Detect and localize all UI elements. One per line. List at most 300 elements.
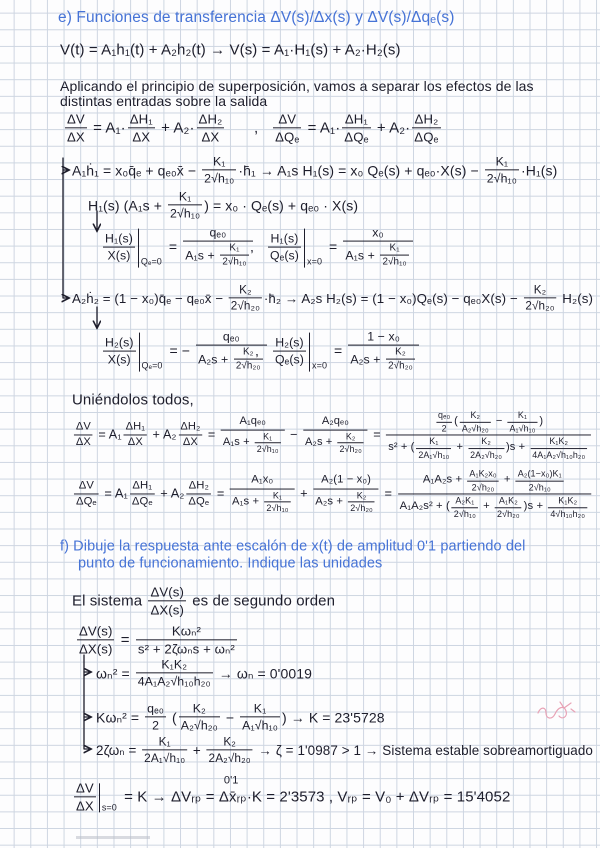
tank1-transfer-x bbox=[101, 226, 255, 269]
math-text: 2√h₁₀ bbox=[382, 257, 407, 269]
fraction bbox=[207, 735, 253, 765]
math-text: A₁s + bbox=[345, 248, 379, 263]
math-text: H₂(s) bbox=[275, 335, 304, 350]
fraction-numerator bbox=[548, 495, 587, 507]
math-text: 2√h₁₀ bbox=[170, 206, 201, 221]
bracket-arrow-natural-frequency bbox=[84, 655, 90, 672]
fraction bbox=[398, 469, 591, 519]
fraction-denominator bbox=[467, 481, 498, 492]
math-text: K₂ bbox=[192, 701, 206, 716]
fraction-numerator bbox=[386, 410, 591, 435]
math-text: + bbox=[453, 441, 467, 454]
math-text: ΔH₁ bbox=[344, 111, 368, 127]
fraction-numerator bbox=[229, 283, 262, 298]
math-text: 2√h₂₀ bbox=[525, 299, 555, 313]
math-text: Kωₙ² bbox=[171, 623, 201, 639]
fraction bbox=[303, 415, 368, 454]
math-text: = bbox=[116, 631, 134, 649]
math-text: K₁ bbox=[429, 436, 439, 447]
math-text: 2√h₂₀ bbox=[388, 361, 413, 373]
fraction-denominator bbox=[268, 248, 301, 263]
fraction-denominator bbox=[303, 430, 368, 454]
math-text: ΔH₁ bbox=[132, 479, 153, 492]
fraction-denominator bbox=[230, 489, 294, 514]
second-order-form bbox=[75, 623, 239, 656]
fraction-numerator bbox=[416, 436, 451, 448]
fraction-numerator bbox=[220, 243, 248, 256]
fraction-numerator bbox=[145, 701, 166, 717]
fraction-denominator bbox=[436, 422, 452, 433]
fraction bbox=[183, 226, 252, 269]
math-text: K₂ bbox=[223, 734, 236, 749]
math-text: ΔX bbox=[75, 436, 91, 449]
fraction-numerator bbox=[178, 421, 202, 436]
math-text: ΔH₁ bbox=[125, 420, 146, 433]
math-text: ΔX bbox=[182, 436, 198, 449]
fraction bbox=[197, 111, 225, 144]
math-text: 2√h₂₀ bbox=[230, 299, 261, 313]
math-text: A₂√h₂₀ bbox=[180, 718, 218, 733]
fraction-numerator bbox=[386, 347, 415, 360]
math-text: ) bbox=[539, 415, 544, 428]
math-text: ΔQₑ bbox=[75, 495, 97, 508]
math-text: ΔH₂ bbox=[188, 479, 209, 492]
fraction-denominator bbox=[207, 750, 253, 765]
math-text: ΔX bbox=[76, 798, 94, 814]
evaluation-bar bbox=[138, 229, 162, 268]
fraction-denominator bbox=[508, 422, 538, 433]
tank2-transfer-qe bbox=[255, 330, 421, 373]
fraction bbox=[348, 490, 375, 514]
fraction bbox=[142, 735, 187, 765]
math-text: ) = x₀ · Qₑ(s) + qₑ₀ · X(s) bbox=[204, 196, 359, 213]
math-text: ΔX bbox=[201, 129, 220, 145]
math-text: 2√h₂₀ bbox=[350, 503, 373, 514]
math-text: Kωₙ² = bbox=[96, 708, 144, 725]
fraction bbox=[202, 154, 236, 185]
fraction-denominator bbox=[452, 508, 478, 519]
math-text: qₑ₀ bbox=[222, 329, 240, 344]
natural-frequency bbox=[96, 657, 312, 688]
math-text: A₁s + bbox=[232, 495, 263, 508]
bracket-arrow-tank1 bbox=[63, 158, 68, 170]
math-text: 2√h₁₀ bbox=[266, 503, 289, 514]
fraction bbox=[130, 480, 155, 509]
math-text: 2A₂√h₂₀ bbox=[208, 751, 251, 765]
math-text: + bbox=[296, 485, 312, 501]
math-text: K₂ bbox=[470, 410, 481, 420]
evaluation-condition: s=0 bbox=[101, 802, 117, 813]
section-f-heading-line-2: punto de funcionamiento. Indique las unidades bbox=[78, 555, 383, 572]
intro-text-line-2: distintas entradas sobre la salida bbox=[60, 92, 268, 109]
fraction bbox=[230, 474, 294, 514]
fraction-denominator bbox=[142, 750, 187, 765]
annotated-base: Δx̄ᵣₚ bbox=[218, 788, 247, 806]
math-text: ( bbox=[454, 415, 458, 428]
fraction-numerator bbox=[273, 111, 301, 128]
math-text: K₁ bbox=[158, 734, 171, 749]
fraction-numerator bbox=[136, 657, 213, 673]
math-text: H₂(s) bbox=[105, 335, 134, 350]
fraction-numerator bbox=[130, 480, 155, 495]
math-text: A₁A₂s² + ( bbox=[399, 500, 450, 513]
fraction-denominator bbox=[220, 256, 248, 268]
math-text: K₁K₂ bbox=[558, 495, 578, 506]
fraction-numerator bbox=[338, 431, 364, 443]
fraction-denominator bbox=[485, 171, 519, 186]
fraction-denominator bbox=[65, 129, 87, 145]
fraction-numerator bbox=[398, 469, 591, 495]
math-text: ·H₁(s) bbox=[520, 161, 558, 178]
bracket-arrow-gain bbox=[84, 672, 90, 717]
math-text: 2√h₁₀ bbox=[486, 171, 517, 186]
fraction bbox=[273, 335, 306, 366]
fraction-numerator bbox=[128, 111, 155, 128]
tank2-transfer-x bbox=[101, 330, 269, 373]
math-text: A₁s + bbox=[185, 248, 219, 263]
fraction-denominator bbox=[183, 242, 252, 269]
math-text: = A₁· bbox=[303, 119, 341, 137]
evaluation-condition: Qₑ=0 bbox=[141, 361, 163, 372]
math-text: 2A₁√h₁₀ bbox=[418, 449, 450, 460]
fraction bbox=[65, 111, 87, 144]
math-text: K₁ bbox=[263, 431, 273, 441]
math-text: 2A₂√h₂₀ bbox=[470, 449, 503, 460]
math-text: − bbox=[221, 708, 239, 725]
math-text: → ζ = 1'0987 > 1 → Sistema estable sobreamortiguado bbox=[254, 742, 594, 758]
fraction-denominator bbox=[495, 508, 522, 519]
math-text: ·K = 2'3573 , Vᵣₚ = V₀ + ΔVᵣₚ = 15'4052 bbox=[246, 788, 511, 806]
math-text: X(s) bbox=[107, 352, 131, 367]
math-text: A₂(1−x₀)K₁ bbox=[517, 468, 562, 479]
fraction-denominator bbox=[460, 422, 491, 433]
fraction-numerator bbox=[221, 415, 285, 430]
math-text: = − bbox=[165, 342, 195, 359]
math-text: + bbox=[189, 742, 205, 758]
math-text: ΔX bbox=[67, 129, 85, 145]
fraction bbox=[516, 469, 564, 493]
fraction-denominator bbox=[136, 674, 213, 689]
evaluation-bar bbox=[309, 333, 327, 372]
fraction-numerator bbox=[343, 226, 412, 242]
math-text: H₁(s) (A₁s + bbox=[88, 196, 167, 213]
fraction-numerator bbox=[65, 111, 87, 128]
evaluation-bar bbox=[139, 333, 163, 372]
math-text: 2√h₁₀ bbox=[256, 444, 279, 455]
fraction-denominator bbox=[186, 494, 211, 508]
math-text: ) → K = 23'5728 bbox=[281, 708, 385, 725]
fraction bbox=[103, 335, 136, 366]
math-text: K₁ bbox=[253, 701, 267, 716]
fraction-denominator bbox=[386, 360, 415, 372]
fraction bbox=[548, 495, 587, 519]
fraction-denominator bbox=[386, 435, 591, 459]
fraction-numerator bbox=[508, 410, 538, 422]
fraction-denominator bbox=[179, 718, 220, 733]
fraction bbox=[386, 410, 591, 460]
math-text: + bbox=[500, 474, 514, 487]
fraction-numerator bbox=[313, 474, 378, 489]
fraction bbox=[186, 480, 211, 509]
math-text: , bbox=[250, 238, 266, 255]
fraction-denominator bbox=[255, 443, 281, 454]
math-text: Qₑ(s) bbox=[269, 248, 299, 263]
math-text: ΔQₑ bbox=[344, 129, 369, 145]
fraction-denominator bbox=[130, 494, 155, 508]
fraction-denominator bbox=[530, 449, 587, 460]
math-text: A₂(1 − x₀) bbox=[321, 474, 371, 487]
fraction bbox=[240, 701, 280, 732]
fraction-numerator bbox=[348, 330, 419, 346]
math-text: 2√h₂₀ bbox=[471, 482, 495, 493]
fraction-denominator bbox=[229, 298, 262, 312]
math-text: ΔV bbox=[278, 111, 297, 127]
final-value bbox=[72, 774, 511, 814]
fraction-denominator bbox=[313, 489, 378, 514]
fraction-numerator bbox=[103, 231, 135, 247]
math-text: A₁K₂x₀ bbox=[469, 468, 497, 479]
fraction-denominator bbox=[348, 502, 375, 513]
math-text: H₂(s) bbox=[558, 290, 594, 306]
fraction bbox=[145, 701, 166, 732]
math-text: = bbox=[164, 238, 182, 255]
evaluation-condition: x=0 bbox=[311, 361, 328, 372]
fraction bbox=[136, 657, 213, 688]
fraction-numerator bbox=[452, 495, 478, 507]
fraction-numerator bbox=[186, 480, 211, 495]
math-text: K₁ bbox=[178, 189, 192, 204]
fraction bbox=[348, 330, 419, 373]
fraction-denominator bbox=[74, 494, 99, 508]
fraction-numerator bbox=[124, 421, 147, 436]
fraction-denominator bbox=[412, 129, 440, 145]
section-f-heading-line-1: f) Dibuje la respuesta ante escalón de x(t) de amplitud 0'1 partiendo del bbox=[60, 538, 526, 555]
math-text: K₁ bbox=[272, 490, 283, 500]
math-text: K₁ bbox=[495, 154, 509, 169]
fraction-denominator bbox=[197, 129, 225, 145]
fraction-numerator bbox=[74, 780, 96, 797]
fraction-numerator bbox=[485, 154, 519, 170]
fraction-denominator bbox=[468, 449, 504, 460]
math-text: K₁ bbox=[229, 242, 240, 254]
fraction-numerator bbox=[103, 335, 136, 351]
math-text: K₁ bbox=[212, 154, 226, 169]
fraction bbox=[74, 780, 96, 813]
math-text: ΔQₑ bbox=[188, 495, 210, 508]
math-text: ·h̄₂ → A₂s H₂(s) = (1 − x₀)Qₑ(s) − qₑ₀X(s) − bbox=[263, 290, 522, 306]
fraction bbox=[313, 474, 378, 514]
damping-ratio bbox=[96, 735, 593, 765]
math-text: A₂√h₂₀ bbox=[461, 423, 489, 434]
math-text: A₂s + bbox=[350, 352, 385, 367]
math-text: ΔQₑ bbox=[131, 495, 153, 508]
fraction-denominator bbox=[348, 346, 419, 373]
fraction-denominator bbox=[273, 352, 306, 367]
math-text: K₂ bbox=[395, 346, 406, 358]
math-text: 2A₁√h₁₀ bbox=[144, 751, 186, 765]
fraction bbox=[220, 243, 248, 269]
math-text: Qₑ(s) bbox=[274, 352, 304, 367]
math-text: 2 bbox=[441, 423, 447, 434]
math-text: 2√h₁₀ bbox=[204, 171, 235, 186]
math-text: ΔH₂ bbox=[414, 111, 439, 127]
static-gain bbox=[96, 701, 385, 732]
fraction-denominator bbox=[103, 248, 135, 263]
math-text: K₁K₂ bbox=[549, 436, 569, 447]
transfer-function-qe bbox=[72, 469, 593, 519]
math-text: + bbox=[479, 500, 494, 513]
math-text: X(s) bbox=[107, 248, 131, 263]
tank1-transfer-qe bbox=[250, 226, 415, 269]
fraction-numerator bbox=[230, 474, 294, 489]
math-text: K₁ bbox=[517, 410, 528, 420]
math-text: El sistema bbox=[72, 592, 147, 610]
fraction bbox=[468, 436, 504, 459]
fraction-denominator bbox=[136, 641, 237, 657]
fraction-numerator bbox=[142, 735, 187, 751]
fraction-numerator bbox=[524, 283, 557, 298]
math-text: A₁x₀ bbox=[251, 474, 274, 487]
intro-text-line-1: Aplicando el principio de superposición, vamos a separar los efectos de las bbox=[60, 77, 534, 94]
math-text: → ωₙ = 0'0019 bbox=[214, 664, 312, 681]
joining-text: Uniéndolos todos, bbox=[72, 391, 194, 409]
fraction-numerator bbox=[183, 226, 252, 242]
evaluation-condition: x=0 bbox=[306, 257, 323, 268]
bracket-arrow-tank2 bbox=[63, 170, 68, 298]
math-text: ΔV bbox=[67, 111, 85, 127]
fraction-numerator bbox=[268, 231, 301, 247]
math-text: = bbox=[213, 485, 229, 501]
math-text: = bbox=[204, 426, 220, 442]
fraction-denominator bbox=[240, 718, 280, 733]
fraction-denominator bbox=[178, 435, 202, 449]
math-text: ΔH₂ bbox=[198, 111, 223, 127]
fraction-numerator bbox=[436, 410, 452, 422]
fraction bbox=[495, 495, 522, 519]
math-text: )s + bbox=[523, 500, 547, 513]
math-text: ΔQₑ bbox=[275, 129, 300, 145]
math-text: ΔV bbox=[78, 479, 94, 492]
math-text: A₁s + bbox=[222, 436, 253, 449]
fraction-numerator bbox=[240, 701, 280, 717]
fraction bbox=[221, 415, 285, 454]
fraction bbox=[416, 436, 451, 459]
math-text: 2√h₁₀ bbox=[528, 482, 551, 493]
math-text: 2ζωₙ = bbox=[96, 742, 141, 758]
math-text: 4√h₁₀h₂₀ bbox=[550, 508, 586, 519]
math-text: ΔX bbox=[132, 129, 151, 145]
math-text: = bbox=[330, 342, 347, 359]
fraction-denominator bbox=[168, 206, 202, 221]
fraction bbox=[268, 231, 301, 262]
fraction-numerator bbox=[207, 735, 253, 751]
evaluation-bar bbox=[304, 229, 322, 268]
fraction-numerator bbox=[460, 410, 491, 422]
fraction-denominator bbox=[202, 171, 236, 186]
fraction-numerator bbox=[202, 154, 236, 170]
fraction-denominator bbox=[145, 718, 166, 733]
math-text: = A₁· bbox=[88, 119, 126, 137]
fraction-denominator bbox=[516, 481, 564, 492]
math-text: K₂ bbox=[481, 436, 491, 447]
math-text: 4A₁A₂√h₁₀h₂₀ bbox=[137, 674, 211, 689]
step-amplitude-annotation: 0'1 bbox=[223, 774, 239, 787]
fraction-numerator bbox=[342, 111, 370, 128]
superposition-equation: V(t) = A₁h₁(t) + A₂h₂(t) → V(s) = A₁·H₁(s) + A₂·H₂(s) bbox=[60, 41, 401, 59]
fraction-numerator bbox=[273, 335, 306, 351]
fraction-numerator bbox=[495, 495, 522, 507]
fraction-denominator bbox=[398, 494, 591, 519]
math-text: x₀ bbox=[372, 225, 384, 240]
tank1-factored bbox=[88, 189, 358, 220]
math-text: A₁√h₁₀ bbox=[242, 718, 278, 733]
fraction bbox=[342, 111, 370, 144]
math-text: ΔX bbox=[127, 436, 143, 449]
math-text: ΔV(s) bbox=[150, 584, 184, 600]
fraction bbox=[103, 231, 135, 262]
math-text: ΔH₁ bbox=[129, 111, 153, 127]
fraction-numerator bbox=[467, 469, 498, 481]
math-text: 2√h₂₀ bbox=[235, 361, 261, 373]
fraction-numerator bbox=[380, 243, 408, 256]
math-text: ·h̄₁ → A₁s H₁(s) = x₀ Qₑ(s) + qₑ₀·X(s) − bbox=[238, 161, 483, 178]
fraction-numerator bbox=[74, 421, 93, 436]
math-text: A₁K₂ bbox=[498, 495, 518, 506]
math-text: 2√h₂₀ bbox=[497, 508, 520, 519]
math-text: K₂ bbox=[345, 431, 356, 441]
math-text: + A₂ bbox=[156, 485, 185, 501]
fraction-denominator bbox=[148, 602, 185, 618]
math-text: H₁(s) bbox=[270, 231, 299, 246]
math-text: A₁ḣ₁ = x₀q̄ₑ + qₑ₀x̄ − bbox=[72, 161, 201, 178]
math-text: A₂s + bbox=[305, 436, 336, 449]
fraction-numerator bbox=[255, 431, 281, 443]
fraction-denominator bbox=[264, 502, 290, 513]
footer-smudge bbox=[76, 836, 150, 839]
math-text: ΔX(s) bbox=[79, 641, 113, 657]
fraction-denominator bbox=[128, 129, 155, 145]
evaluation-condition: Qₑ=0 bbox=[140, 257, 162, 268]
math-text: = bbox=[325, 238, 342, 255]
math-text: 4A₁A₂√h₁₀h₂₀ bbox=[532, 449, 586, 460]
fraction-numerator bbox=[348, 490, 375, 502]
fraction-numerator bbox=[516, 469, 564, 481]
math-text: − bbox=[492, 415, 506, 428]
annotated-term bbox=[218, 774, 247, 806]
math-text: s² + ( bbox=[388, 441, 415, 454]
math-text: K₁K₂ bbox=[161, 657, 188, 672]
fraction-denominator bbox=[548, 508, 587, 519]
math-text: A₁qₑ₀ bbox=[239, 415, 267, 428]
fraction-denominator bbox=[124, 435, 147, 449]
fraction bbox=[148, 584, 185, 617]
fraction bbox=[273, 111, 301, 144]
fraction-denominator bbox=[416, 449, 451, 460]
fraction bbox=[136, 623, 237, 656]
math-text: ( bbox=[168, 708, 177, 725]
math-text: A₂s + bbox=[315, 495, 347, 508]
fraction-denominator bbox=[343, 242, 412, 269]
fraction-numerator bbox=[77, 623, 114, 640]
pink-doodle bbox=[538, 702, 575, 718]
math-text: 2√h₁₀ bbox=[453, 508, 476, 519]
math-text: K₂ bbox=[239, 283, 252, 297]
math-text: ΔQₑ bbox=[414, 129, 439, 145]
math-text: = A₁ bbox=[100, 485, 128, 501]
math-text: qₑ₀ bbox=[438, 410, 451, 420]
fraction bbox=[179, 701, 220, 732]
fraction bbox=[338, 431, 364, 454]
